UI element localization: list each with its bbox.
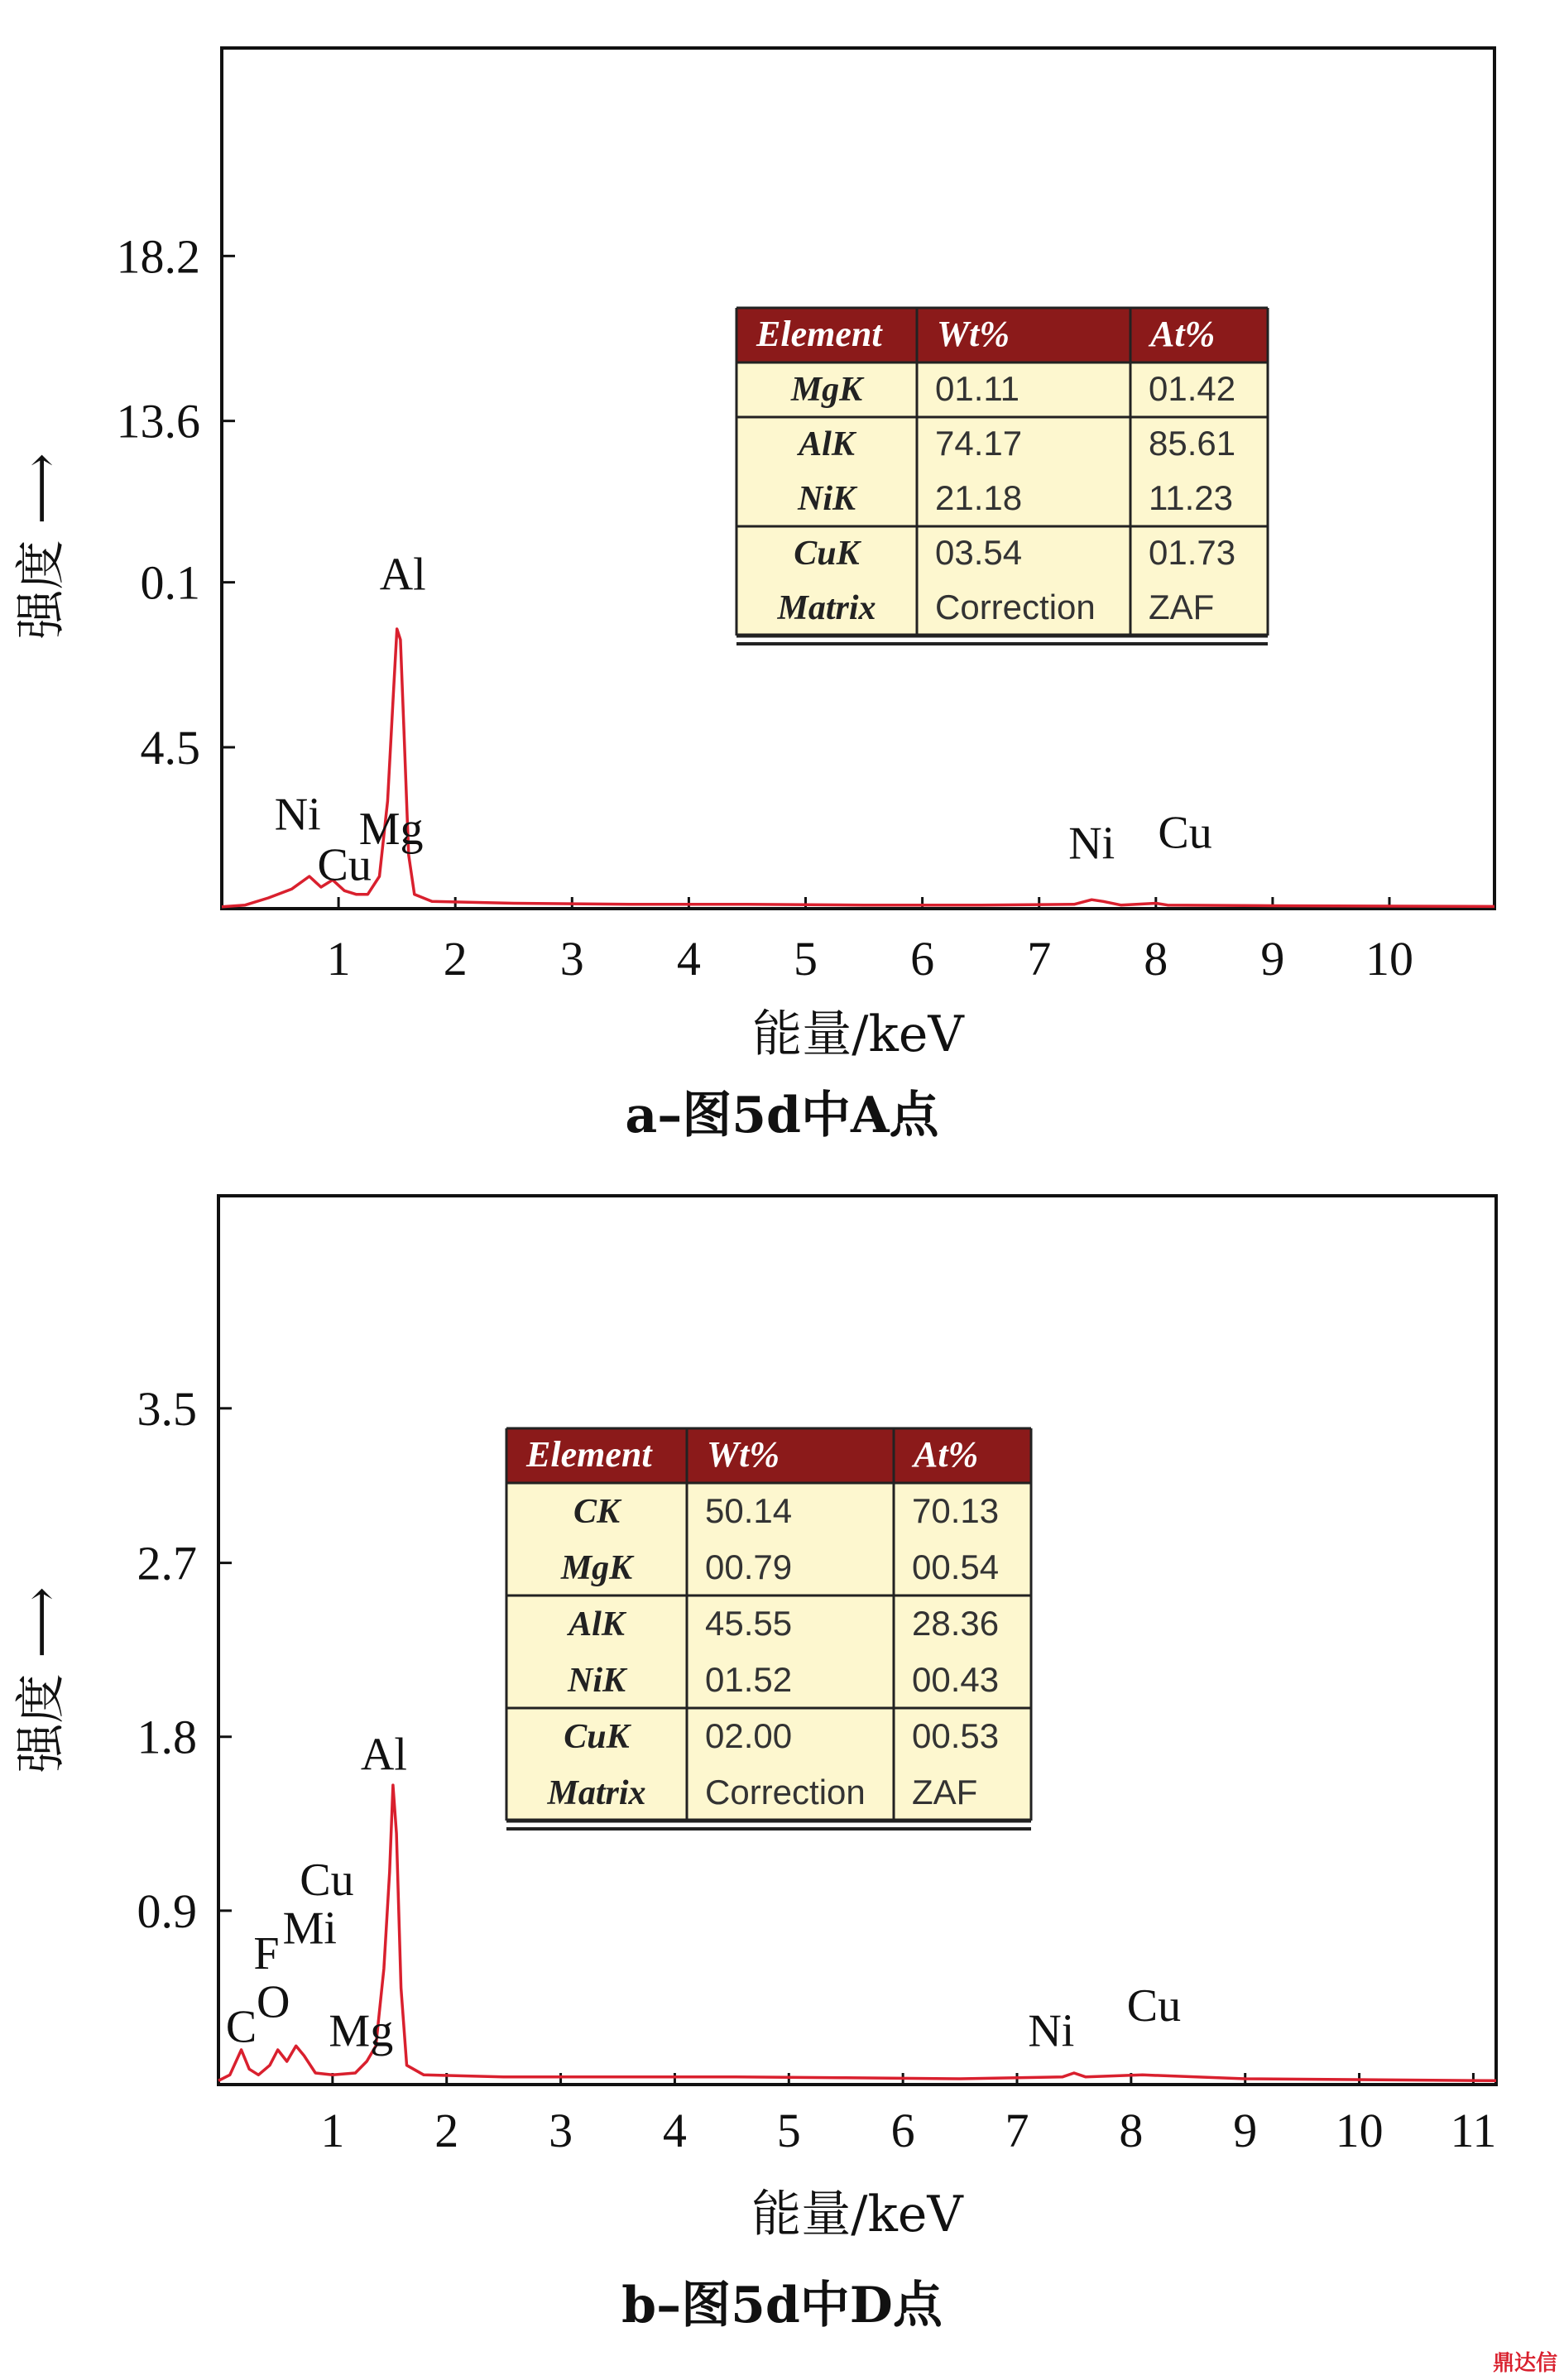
table-header-cell: Wt% [937, 314, 1010, 354]
x-tick-label: 2 [434, 2104, 459, 2157]
table-cell: ZAF [1149, 588, 1215, 626]
peak-label: Al [360, 1729, 407, 1781]
panel-a [0, 0, 1564, 1159]
x-tick-label: 3 [559, 932, 584, 986]
table-body-bg [506, 1483, 1031, 1821]
composition-table [736, 308, 1268, 644]
table-cell: 01.11 [935, 369, 1019, 408]
table-cell: MgK [560, 1549, 633, 1587]
peak-label: Ni [1028, 2005, 1075, 2057]
table-cell: CuK [794, 535, 860, 573]
x-tick-label: 9 [1233, 2104, 1258, 2157]
table-cell: 85.61 [1149, 424, 1236, 463]
table-cell: 01.52 [705, 1660, 793, 1699]
x-tick-label: 8 [1119, 2104, 1144, 2157]
panel-b [0, 1159, 1564, 2380]
x-tick-label: 1 [326, 932, 351, 986]
x-axis-title: 能量/keV [751, 2186, 963, 2243]
peak-label: Cu [300, 1855, 354, 1907]
peak-label: Mi [282, 1903, 337, 1955]
x-tick-label: 8 [1144, 932, 1168, 986]
table-cell: Matrix [547, 1774, 646, 1812]
table-cell: ZAF [912, 1773, 978, 1811]
figure-caption: a–图5d中A点 [625, 1087, 939, 1144]
x-tick-label: 3 [549, 2104, 573, 2157]
y-tick-label: 1.8 [137, 1710, 197, 1764]
table-header-cell: Wt% [707, 1434, 780, 1475]
x-tick-label: 2 [443, 932, 468, 986]
peak-label: Ni [1068, 818, 1115, 870]
y-tick-label: 0.1 [140, 555, 200, 610]
peak-label: F [253, 1927, 280, 1979]
peak-label: Ni [274, 789, 321, 841]
table-cell: MgK [790, 371, 863, 409]
table-cell: 01.73 [1149, 533, 1236, 572]
peak-label: Al [379, 549, 426, 601]
x-tick-label: 4 [676, 932, 701, 986]
table-cell: AlK [799, 425, 855, 463]
peak-label: Mg [329, 2005, 394, 2057]
table-cell: 45.55 [705, 1604, 793, 1643]
table-cell: Correction [935, 588, 1096, 626]
y-tick-label: 13.6 [116, 394, 200, 449]
chart-b [0, 1159, 1564, 2380]
x-tick-label: 6 [910, 932, 935, 986]
x-tick-label: 6 [890, 2104, 915, 2157]
table-cell: 11.23 [1149, 478, 1233, 517]
chart-a [0, 0, 1564, 1159]
table-header-cell: Element [756, 314, 882, 354]
table-cell: CK [573, 1493, 621, 1531]
y-tick-label: 0.9 [137, 1883, 197, 1938]
y-axis-title: 强度 ⟶ [12, 453, 70, 640]
x-tick-label: 10 [1335, 2104, 1384, 2157]
table-cell: AlK [569, 1605, 625, 1643]
table-cell: Matrix [777, 589, 876, 627]
peak-label: Cu [317, 839, 372, 891]
table-cell: 00.79 [705, 1547, 793, 1586]
x-tick-label: 7 [1027, 932, 1052, 986]
table-cell: 00.43 [912, 1660, 1000, 1699]
y-tick-label: 2.7 [137, 1536, 197, 1591]
table-cell: 00.54 [912, 1547, 1000, 1586]
y-tick-label: 4.5 [140, 721, 200, 775]
x-tick-label: 7 [1005, 2104, 1029, 2157]
table-cell: 02.00 [705, 1716, 793, 1755]
x-axis-title: 能量/keV [752, 1005, 964, 1063]
y-tick-label: 18.2 [116, 229, 200, 284]
table-cell: 01.42 [1149, 369, 1236, 408]
table-cell: 21.18 [935, 478, 1023, 517]
x-tick-label: 4 [662, 2104, 687, 2157]
table-header-cell: At% [1150, 314, 1216, 354]
peak-label: O [256, 1976, 290, 2028]
figure-caption: b–图5d中D点 [621, 2277, 943, 2334]
x-tick-label: 10 [1365, 932, 1414, 986]
x-tick-label: 1 [320, 2104, 345, 2157]
peak-label: Cu [1126, 1979, 1182, 2032]
composition-table [506, 1428, 1031, 1829]
y-tick-label: 3.5 [137, 1381, 197, 1436]
x-tick-label: 5 [776, 2104, 801, 2157]
peak-label: Mg [358, 804, 424, 855]
table-cell: 70.13 [912, 1491, 1000, 1530]
table-header-cell: At% [914, 1434, 979, 1475]
table-cell: Correction [705, 1773, 866, 1811]
table-cell: NiK [567, 1662, 626, 1700]
y-axis-title: 强度 ⟶ [12, 1586, 70, 1773]
x-tick-label: 9 [1260, 932, 1285, 986]
watermark: 鼎达信 [1492, 2351, 1557, 2376]
peak-label: C [225, 2001, 257, 2053]
table-cell: 74.17 [935, 424, 1023, 463]
table-header-cell: Element [526, 1434, 652, 1475]
peak-label: Cu [1158, 807, 1212, 859]
x-tick-label: 11 [1450, 2104, 1497, 2157]
table-cell: 03.54 [935, 533, 1023, 572]
table-cell: 00.53 [912, 1716, 1000, 1755]
table-cell: 28.36 [912, 1604, 1000, 1643]
x-tick-label: 5 [794, 932, 818, 986]
table-cell: 50.14 [705, 1491, 793, 1530]
table-cell: NiK [797, 480, 856, 518]
table-cell: CuK [564, 1718, 630, 1756]
